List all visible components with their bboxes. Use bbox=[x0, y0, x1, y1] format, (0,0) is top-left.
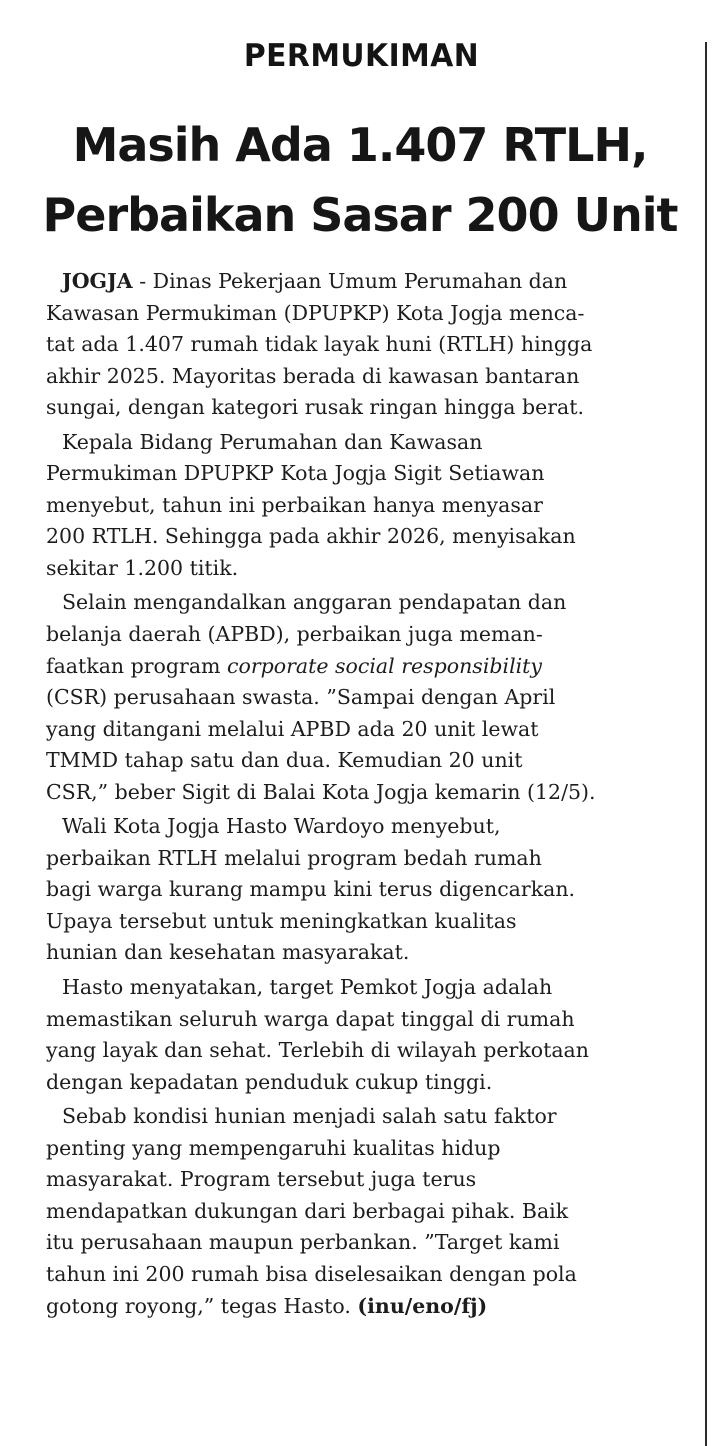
headline-line-2: Perbaikan Sasar 200 Unit bbox=[42, 188, 678, 242]
paragraph-4-line: bagi warga kurang mampu kini terus digencarkan. bbox=[46, 877, 576, 902]
article-body bbox=[46, 266, 676, 1322]
paragraph-2-line: 200 RTLH. Sehingga pada akhir 2026, menyisakan bbox=[46, 524, 576, 549]
paragraph-6-line: Sebab kondisi hunian menjadi salah satu faktor bbox=[62, 1104, 557, 1129]
paragraph-6-line: mendapatkan dukungan dari berbagai pihak. Baik bbox=[46, 1198, 569, 1223]
paragraph-6-line: penting yang mempengaruhi kualitas hidup bbox=[46, 1135, 501, 1160]
dateline: JOGJA bbox=[62, 269, 133, 293]
paragraph-5-line: dengan kepadatan penduduk cukup tinggi. bbox=[46, 1069, 493, 1094]
paragraph-6-line: gotong royong,” tegas Hasto. (inu/eno/fj) bbox=[46, 1293, 488, 1318]
paragraph-3-line: (CSR) perusahaan swasta. ”Sampai dengan April bbox=[46, 685, 556, 710]
paragraph-5-line: Hasto menyatakan, target Pemkot Jogja adalah bbox=[62, 975, 553, 1000]
headline-line-1: Masih Ada 1.407 RTLH, bbox=[72, 118, 648, 172]
paragraph-6-line: itu perusahaan maupun perbankan. ”Target kami bbox=[46, 1230, 560, 1255]
paragraph-3-line: faatkan program corporate social responsibility bbox=[46, 653, 542, 678]
paragraph-5-line: memastikan seluruh warga dapat tinggal di rumah bbox=[46, 1006, 575, 1031]
paragraph-1-line: Kawasan Permukiman (DPUPKP) Kota Jogja menca- bbox=[46, 300, 585, 325]
paragraph-3-line: TMMD tahap satu dan dua. Kemudian 20 unit bbox=[46, 748, 523, 773]
paragraph-4-line: hunian dan kesehatan masyarakat. bbox=[46, 940, 410, 965]
paragraph-4-line: Upaya tersebut untuk meningkatkan kualitas bbox=[46, 908, 517, 933]
article-headline bbox=[30, 110, 690, 250]
paragraph-3-line: CSR,” beber Sigit di Balai Kota Jogja kemarin (12/5). bbox=[46, 779, 596, 804]
paragraph-3-line: Selain mengandalkan anggaran pendapatan dan bbox=[62, 590, 567, 615]
paragraph-3-line: yang ditangani melalui APBD ada 20 unit lewat bbox=[46, 716, 539, 741]
paragraph-6-line: tahun ini 200 rumah bisa diselesaikan dengan pola bbox=[46, 1261, 577, 1286]
column-rule bbox=[705, 42, 707, 1446]
italic-term: corporate social responsibility bbox=[227, 653, 542, 678]
paragraph-2-line: sekitar 1.200 titik. bbox=[46, 555, 239, 580]
paragraph-4-line: Wali Kota Jogja Hasto Wardoyo menyebut, bbox=[62, 814, 501, 839]
paragraph-1-line: akhir 2025. Mayoritas berada di kawasan bantaran bbox=[46, 363, 580, 388]
paragraph-1-line: JOGJA - Dinas Pekerjaan Umum Perumahan dan bbox=[62, 269, 568, 293]
paragraph-4-line: perbaikan RTLH melalui program bedah rumah bbox=[46, 845, 542, 870]
section-rubric: PERMUKIMAN bbox=[243, 38, 480, 74]
paragraph-1-line: sungai, dengan kategori rusak ringan hingga berat. bbox=[46, 395, 585, 420]
paragraph-5-line: yang layak dan sehat. Terlebih di wilayah perkotaan bbox=[46, 1038, 589, 1063]
paragraph-3-line: belanja daerah (APBD), perbaikan juga meman- bbox=[46, 622, 543, 647]
paragraph-2-line: menyebut, tahun ini perbaikan hanya menyasar bbox=[46, 492, 543, 517]
paragraph-6-line: masyarakat. Program tersebut juga terus bbox=[46, 1167, 477, 1192]
paragraph-1-line: tat ada 1.407 rumah tidak layak huni (RTLH) hingga bbox=[46, 332, 593, 357]
paragraph-2-line: Permukiman DPUPKP Kota Jogja Sigit Setiawan bbox=[46, 461, 545, 486]
paragraph-2-line: Kepala Bidang Perumahan dan Kawasan bbox=[62, 429, 483, 454]
author-initials: (inu/eno/fj) bbox=[357, 1293, 488, 1318]
